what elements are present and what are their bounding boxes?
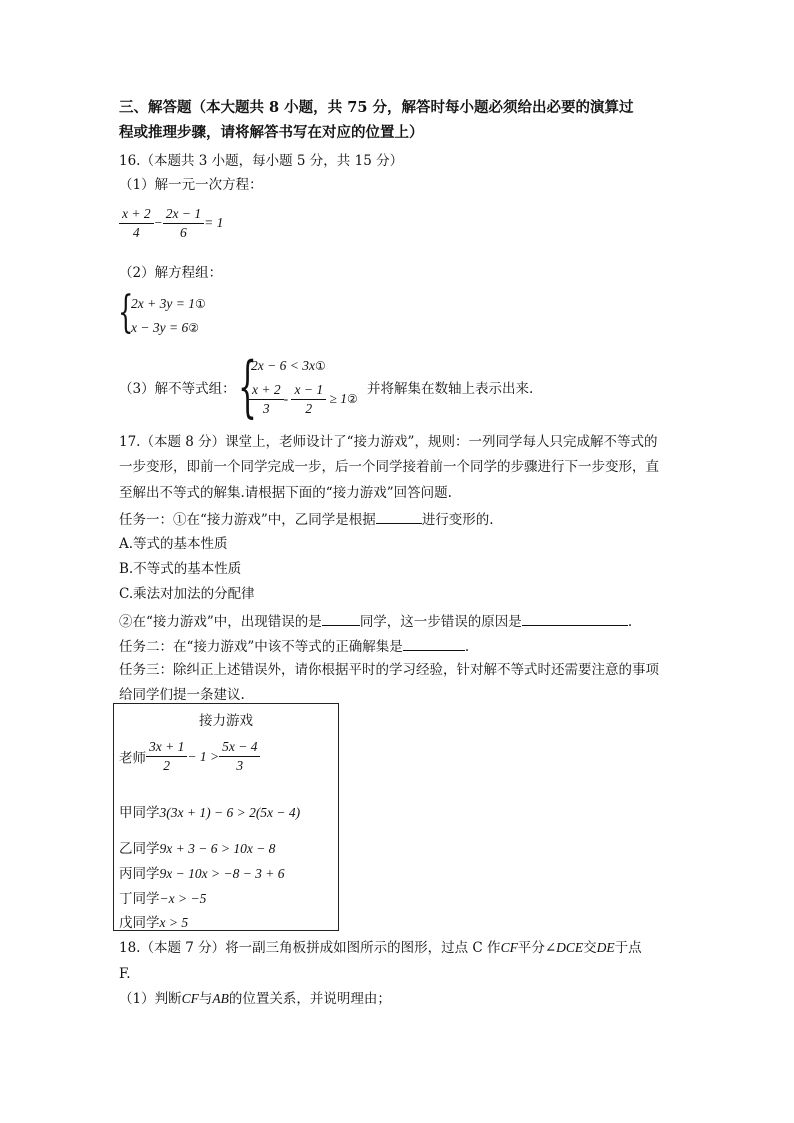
fraction-denominator: 4 <box>132 225 140 241</box>
fraction-numerator: 3x + 1 <box>146 738 187 757</box>
option-b: B.不等式的基本性质 <box>119 561 242 577</box>
equation-rhs: = 1 <box>204 214 224 230</box>
q18-text: 18.（本题 7 分）将一副三角板拼成如图所示的图形，过点 C 作 <box>119 940 501 956</box>
task-text: 任务二：在“接力游戏”中该不等式的正确解集是 <box>119 639 403 655</box>
step-expression: x > 5 <box>159 915 189 930</box>
answer-blank[interactable] <box>322 611 360 626</box>
q16-part2-eq1 <box>131 295 206 313</box>
fraction-denominator: 2 <box>163 758 171 774</box>
task-text: . <box>627 614 633 630</box>
math-symbol: DE <box>596 940 615 955</box>
task-text: ②在“接力游戏”中，出现错误的是 <box>119 614 322 630</box>
fraction <box>219 738 260 775</box>
student-label: 丁同学 <box>119 891 160 907</box>
fraction-denominator: 3 <box>236 758 244 774</box>
fraction-numerator: x − 1 <box>291 381 326 400</box>
answer-blank[interactable] <box>522 611 628 626</box>
fraction-numerator: 5x − 4 <box>219 738 260 757</box>
task-text: . <box>464 639 470 655</box>
option-c: C.乘法对加法的分配律 <box>119 586 255 602</box>
task-text: 进行变形的. <box>421 512 494 528</box>
circle-mark: ② <box>347 391 358 406</box>
fraction <box>146 738 187 775</box>
q16-part2-eq2 <box>131 319 199 337</box>
q17-line1: 17.（本题 8 分）课堂上，老师设计了“接力游戏”，规则：一列同学每人只完成解不等式的 <box>119 434 658 450</box>
student-label: 老师 <box>119 750 146 767</box>
q17-task3-line2: 给同学们提一条建议. <box>119 687 245 703</box>
q16-part3-eq2 <box>249 381 358 418</box>
q18-text: 于点 <box>614 940 642 956</box>
answer-blank[interactable] <box>403 636 465 651</box>
q18-part1 <box>119 990 391 1008</box>
wu-step <box>119 911 188 931</box>
q16-part2-label: （2）解方程组： <box>119 265 223 281</box>
q17-task1 <box>119 509 494 529</box>
minus-sign: − <box>153 214 163 230</box>
student-label: 丙同学 <box>119 866 160 882</box>
student-label: 乙同学 <box>119 841 160 857</box>
bing-step <box>119 862 285 882</box>
step-expression: 3(3x + 1) − 6 > 2(5x − 4) <box>159 805 301 820</box>
q18-text: 交 <box>583 940 597 956</box>
math-symbol: CF <box>500 940 518 955</box>
q17-line3: 至解出不等式的解集.请根据下面的“接力游戏”回答问题. <box>119 485 452 501</box>
step-expression: −x > −5 <box>159 891 207 906</box>
teacher-step <box>119 738 260 775</box>
q18-text: 的位置关系，并说明理由； <box>228 991 391 1007</box>
fraction-denominator: 2 <box>305 401 313 417</box>
step-expression: 9x + 3 − 6 > 10x − 8 <box>159 841 276 856</box>
q17-line2: 一步变形，即前一个同学完成一步，后一个同学接着前一个同学的步骤进行下一步变形，直 <box>119 459 659 475</box>
q17-task1-2 <box>119 611 632 631</box>
jia-step <box>119 801 300 821</box>
step-expression: 9x − 10x > −8 − 3 + 6 <box>159 866 285 881</box>
q18-text: 与 <box>198 991 213 1007</box>
q18-text: 平分 <box>517 940 545 956</box>
relay-game-box <box>113 703 339 931</box>
option-a: A.等式的基本性质 <box>119 536 228 552</box>
q18-text: （1）判断 <box>119 991 182 1007</box>
fraction-denominator: 6 <box>180 225 187 241</box>
inequality-text: 2x − 6 < 3x <box>251 358 315 373</box>
circle-mark: ② <box>188 321 199 335</box>
q17-task3-line1: 任务三：除纠正上述错误外，请你根据平时的学习经验，针对解不等式时还需要注意的事项 <box>119 662 659 678</box>
math-symbol: ∠DCE <box>544 940 584 955</box>
q16-part3-eq1 <box>251 357 326 375</box>
q16-header: 16.（本题共 3 小题，每小题 5 分，共 15 分） <box>119 153 404 169</box>
minus-sign: - <box>283 390 289 406</box>
q16-part3-suffix: 并将解集在数轴上表示出来. <box>367 381 534 397</box>
fraction <box>163 205 204 242</box>
fraction-numerator: x + 2 <box>249 381 284 400</box>
system-brace: { <box>238 348 257 425</box>
equation-text: x − 3y = 6 <box>131 320 189 335</box>
fraction-denominator: 3 <box>262 401 270 417</box>
math-symbol: CF <box>181 991 199 1006</box>
circle-mark: ① <box>194 297 206 311</box>
section-heading-line2: 程或推理步骤，请将解答书写在对应的位置上） <box>119 124 424 141</box>
ding-step <box>119 887 206 907</box>
equation-text: 2x + 3y = 1 <box>131 296 195 311</box>
q18-line1 <box>119 939 642 957</box>
fraction <box>291 381 326 418</box>
q16-part3-label: （3）解不等式组： <box>119 381 236 397</box>
section-heading-line1: 三、解答题（本大题共 8 小题，共 75 分，解答时每小题必须给出必要的演算过 <box>119 99 634 116</box>
relay-game-title: 接力游戏 <box>199 713 253 729</box>
q18-line2: F. <box>119 966 131 982</box>
fraction <box>119 205 154 242</box>
task-text: 任务一：①在“接力游戏”中，乙同学是根据 <box>119 512 376 528</box>
circle-mark: ① <box>314 359 326 373</box>
q17-task2 <box>119 636 469 656</box>
task-text: 同学，这一步错误的原因是 <box>359 614 522 630</box>
teacher-expression <box>146 739 260 774</box>
inequality-rhs: ≥ 1 <box>329 390 348 406</box>
yi-step <box>119 837 275 857</box>
fraction-numerator: 2x − 1 <box>163 205 204 224</box>
system-brace: { <box>118 287 134 338</box>
answer-blank[interactable] <box>376 509 422 524</box>
fraction-numerator: x + 2 <box>119 205 154 224</box>
student-label: 甲同学 <box>119 805 160 821</box>
q16-part1-equation <box>119 205 223 242</box>
math-symbol: AB <box>212 991 229 1006</box>
student-label: 戊同学 <box>119 915 160 931</box>
expression-middle: − 1 > <box>187 748 220 764</box>
q16-part1-label: （1）解一元一次方程： <box>119 177 263 193</box>
fraction <box>249 381 284 418</box>
